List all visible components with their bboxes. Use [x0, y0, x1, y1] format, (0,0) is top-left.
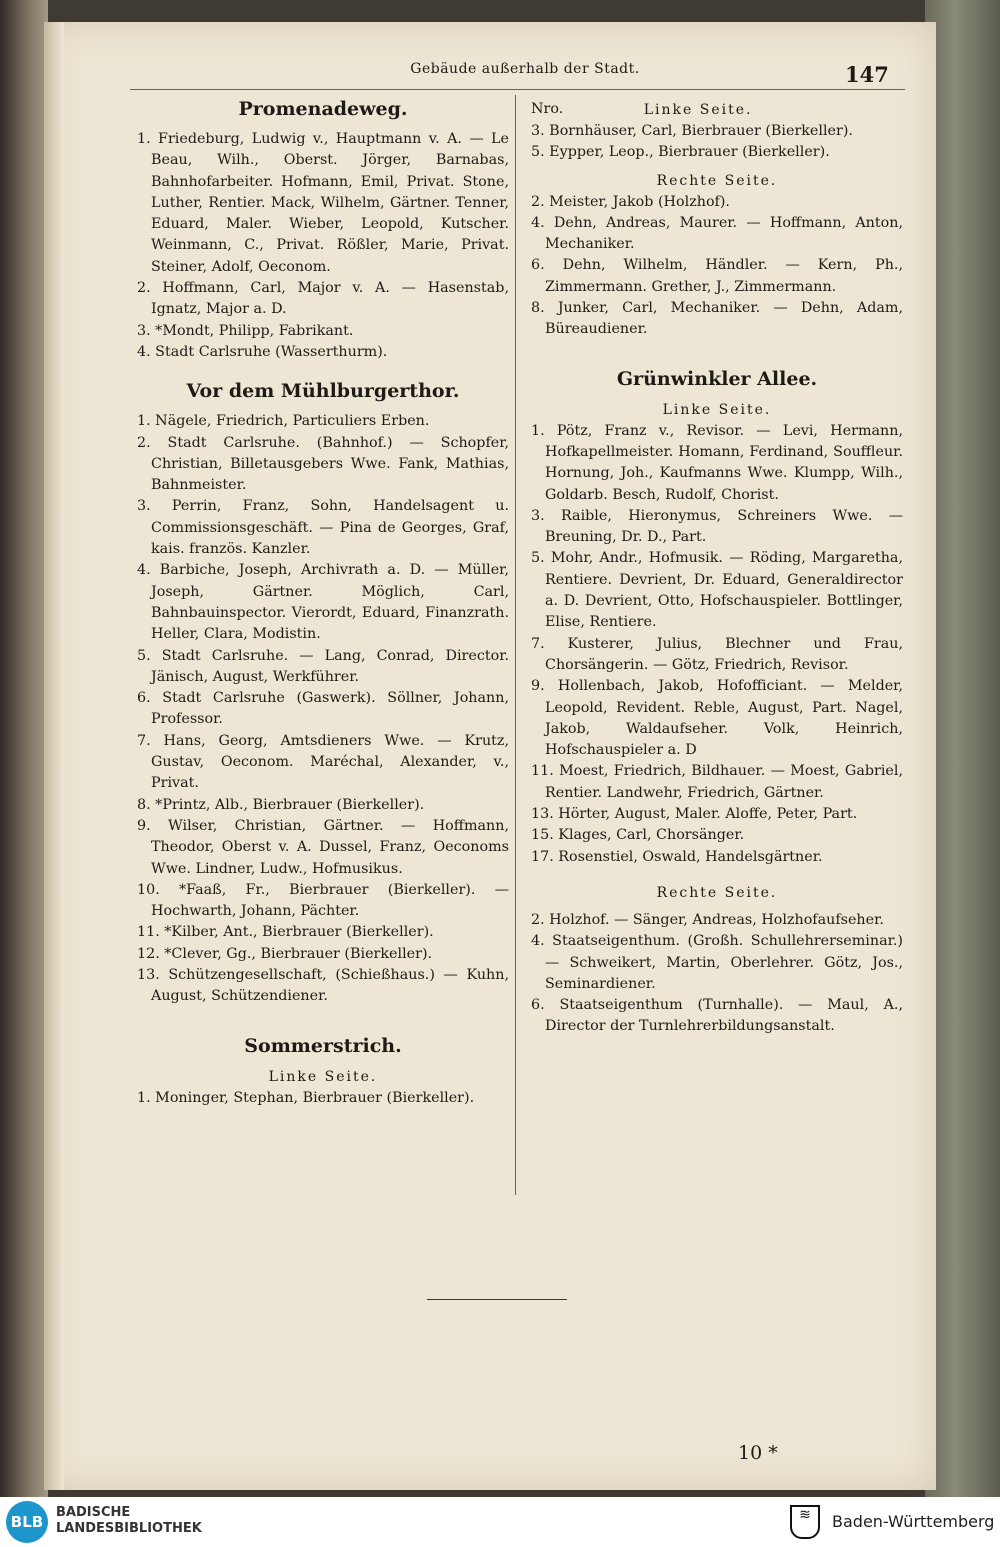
section-title-sommerstrich: Sommerstrich.: [244, 1034, 402, 1057]
entry: 3. *Mondt, Philipp, Fabrikant.: [137, 322, 354, 339]
entry: 12. *Clever, Gg., Bierbrauer (Bierkeller).: [137, 945, 433, 962]
entry: 5. Mohr, Andr., Hofmusik. — Röding, Margaretha, Rentiere. Devrient, Dr. Eduard, Generaldirector a. D. Devrient, Otto, Hofschauspieler. Bottlinger, Elise, Rentiere.: [531, 550, 903, 631]
library-name: [56, 1505, 202, 1537]
nro-label: Nro.: [531, 101, 564, 117]
side-heading: Rechte Seite.: [656, 884, 778, 901]
side-heading: Rechte Seite.: [656, 172, 778, 189]
book-cover-left: [0, 0, 48, 1497]
page-number: 147: [845, 62, 889, 87]
left-column: [137, 95, 509, 1109]
entry: 7. Kusterer, Julius, Blechner und Frau, Chorsängerin. — Götz, Friedrich, Revisor.: [531, 635, 903, 673]
end-rule: [427, 1299, 567, 1300]
entry: 9. Wilser, Christian, Gärtner. — Hoffmann, Theodor, Oberst v. A. Dussel, Franz, Oeconoms Wwe. Lindner, Ludw., Hofmusikus.: [137, 817, 509, 877]
entry: 6. Dehn, Wilhelm, Händler. — Kern, Ph., Zimmermann. Grether, J., Zimmermann.: [531, 257, 903, 295]
entry: 1. Friedeburg, Ludwig v., Hauptmann v. A. — Le Beau, Wilh., Oberst. Jörger, Barnabas, Bahnhofarbeiter. Hofmann, Emil, Privat. Stone, Luther, Rentier. Mack, Wilhelm, Gärtner. Tenner, Eduard, Maler. Wieber, Leopold, Kutscher. Weinmann, C., Privat. Rößler, Marie, Privat. Steiner, Adolf, Oeconom.: [137, 131, 509, 275]
state-coat-of-arms-icon: ≋: [790, 1505, 820, 1539]
entry: 2. Stadt Carlsruhe. (Bahnhof.) — Schopfer, Christian, Billetausgebers Wwe. Fank, Mathias, Bahnmeister.: [137, 434, 509, 494]
entry: 6. Staatseigenthum (Turnhalle). — Maul, A., Director der Turnlehrerbildungsanstalt.: [531, 997, 903, 1035]
entry: 11. *Kilber, Ant., Bierbrauer (Bierkeller).: [137, 924, 434, 941]
state-name[interactable]: Baden-Württemberg: [832, 1512, 995, 1531]
entry: 17. Rosenstiel, Oswald, Handelsgärtner.: [531, 848, 823, 865]
entry: 5. Eypper, Leop., Bierbrauer (Bierkeller).: [531, 144, 830, 161]
column-rule: [515, 95, 516, 1195]
continuation-header: [531, 99, 903, 121]
entry: 9. Hollenbach, Jakob, Hofofficiant. — Melder, Leopold, Revident. Reble, August, Part. Nagel, Jakob, Waldaufseher. Volk, Heinrich, Hofschauspieler a. D: [531, 678, 903, 759]
entry: 13. Hörter, August, Maler. Aloffe, Peter, Part.: [531, 806, 858, 823]
side-heading: Linke Seite.: [662, 401, 772, 418]
entry: 4. Stadt Carlsruhe (Wasserthurm).: [137, 343, 388, 360]
entry: 8. *Printz, Alb., Bierbrauer (Bierkeller).: [137, 796, 425, 813]
entry: 13. Schützengesellschaft, (Schießhaus.) — Kuhn, August, Schützendiener.: [137, 966, 509, 1005]
entry: 6. Stadt Carlsruhe (Gaswerk). Söllner, Johann, Professor.: [137, 690, 509, 728]
entry: 15. Klages, Carl, Chorsänger.: [531, 827, 745, 844]
entry: 2. Meister, Jakob (Holzhof).: [531, 193, 730, 210]
entry: 5. Stadt Carlsruhe. — Lang, Conrad, Director. Jänisch, August, Werkführer.: [137, 647, 509, 685]
entry: 1. Moninger, Stephan, Bierbrauer (Bierkeller).: [137, 1089, 475, 1106]
right-column: [531, 99, 903, 1038]
entry: 4. Dehn, Andreas, Maurer. — Hoffmann, Anton, Mechaniker.: [531, 214, 903, 253]
entry: 3. Perrin, Franz, Sohn, Handelsagent u. Commissionsgeschäft. — Pina de Georges, Graf, kais. französ. Kanzler.: [137, 498, 509, 558]
section-title-muehlburgerthor: Vor dem Mühlburgerthor.: [186, 380, 460, 403]
entry: 10. *Faaß, Fr., Bierbrauer (Bierkeller). — Hochwarth, Johann, Pächter.: [137, 881, 509, 920]
entry: 4. Barbiche, Joseph, Archivrath a. D. — Müller, Joseph, Gärtner. Möglich, Carl, Bahnbauinspector. Vierordt, Eduard, Finanzrath. Heller, Clara, Modistin.: [137, 562, 509, 643]
entry: 11. Moest, Friedrich, Bildhauer. — Moest, Gabriel, Rentier. Landwehr, Friedrich, Gärtner.: [531, 763, 903, 801]
header-rule: [130, 89, 905, 90]
page-gutter: [44, 22, 64, 1490]
entry: 1. Pötz, Franz v., Revisor. — Levi, Hermann, Hofkapellmeister. Homann, Ferdinand, Souffleur. Hornung, Joh., Kaufmanns Wwe. Klumpp, Wilh., Goldarb. Besch, Rudolf, Chorist.: [531, 422, 903, 503]
library-name-line2: LANDESBIBLIOTHEK: [56, 1521, 202, 1536]
signature-mark: 10 *: [738, 1442, 778, 1464]
viewer-footer: [0, 1497, 1000, 1547]
entry: 1. Nägele, Friedrich, Particuliers Erben.: [137, 413, 430, 430]
entry: 3. Bornhäuser, Carl, Bierbrauer (Bierkeller).: [531, 123, 853, 139]
entry: 7. Hans, Georg, Amtsdieners Wwe. — Krutz, Gustav, Oeconom. Maréchal, Alexander, v., Privat.: [137, 732, 509, 792]
entry: 8. Junker, Carl, Mechaniker. — Dehn, Adam, Büreaudiener.: [531, 300, 903, 338]
section-title-gruenwinkler: Grünwinkler Allee.: [616, 367, 818, 390]
entry: 2. Hoffmann, Carl, Major v. A. — Hasenstab, Ignatz, Major a. D.: [137, 280, 509, 318]
side-heading: Linke Seite.: [268, 1068, 378, 1085]
book-cover-right: [925, 0, 1000, 1497]
entry: 4. Staatseigenthum. (Großh. Schullehrerseminar.) — Schweikert, Martin, Oberlehrer. Götz, Jos., Seminardiener.: [531, 933, 903, 992]
side-heading: Linke Seite.: [643, 102, 753, 118]
blb-logo-icon[interactable]: BLB: [6, 1501, 48, 1543]
entry: 2. Holzhof. — Sänger, Andreas, Holzhofaufseher.: [531, 911, 884, 928]
running-head: Gebäude außerhalb der Stadt.: [410, 61, 640, 77]
library-name-line1: BADISCHE: [56, 1505, 131, 1520]
entry: 3. Raible, Hieronymus, Schreiners Wwe. — Breuning, Dr. D., Part.: [531, 507, 903, 546]
section-title-promenadeweg: Promenadeweg.: [238, 98, 408, 120]
